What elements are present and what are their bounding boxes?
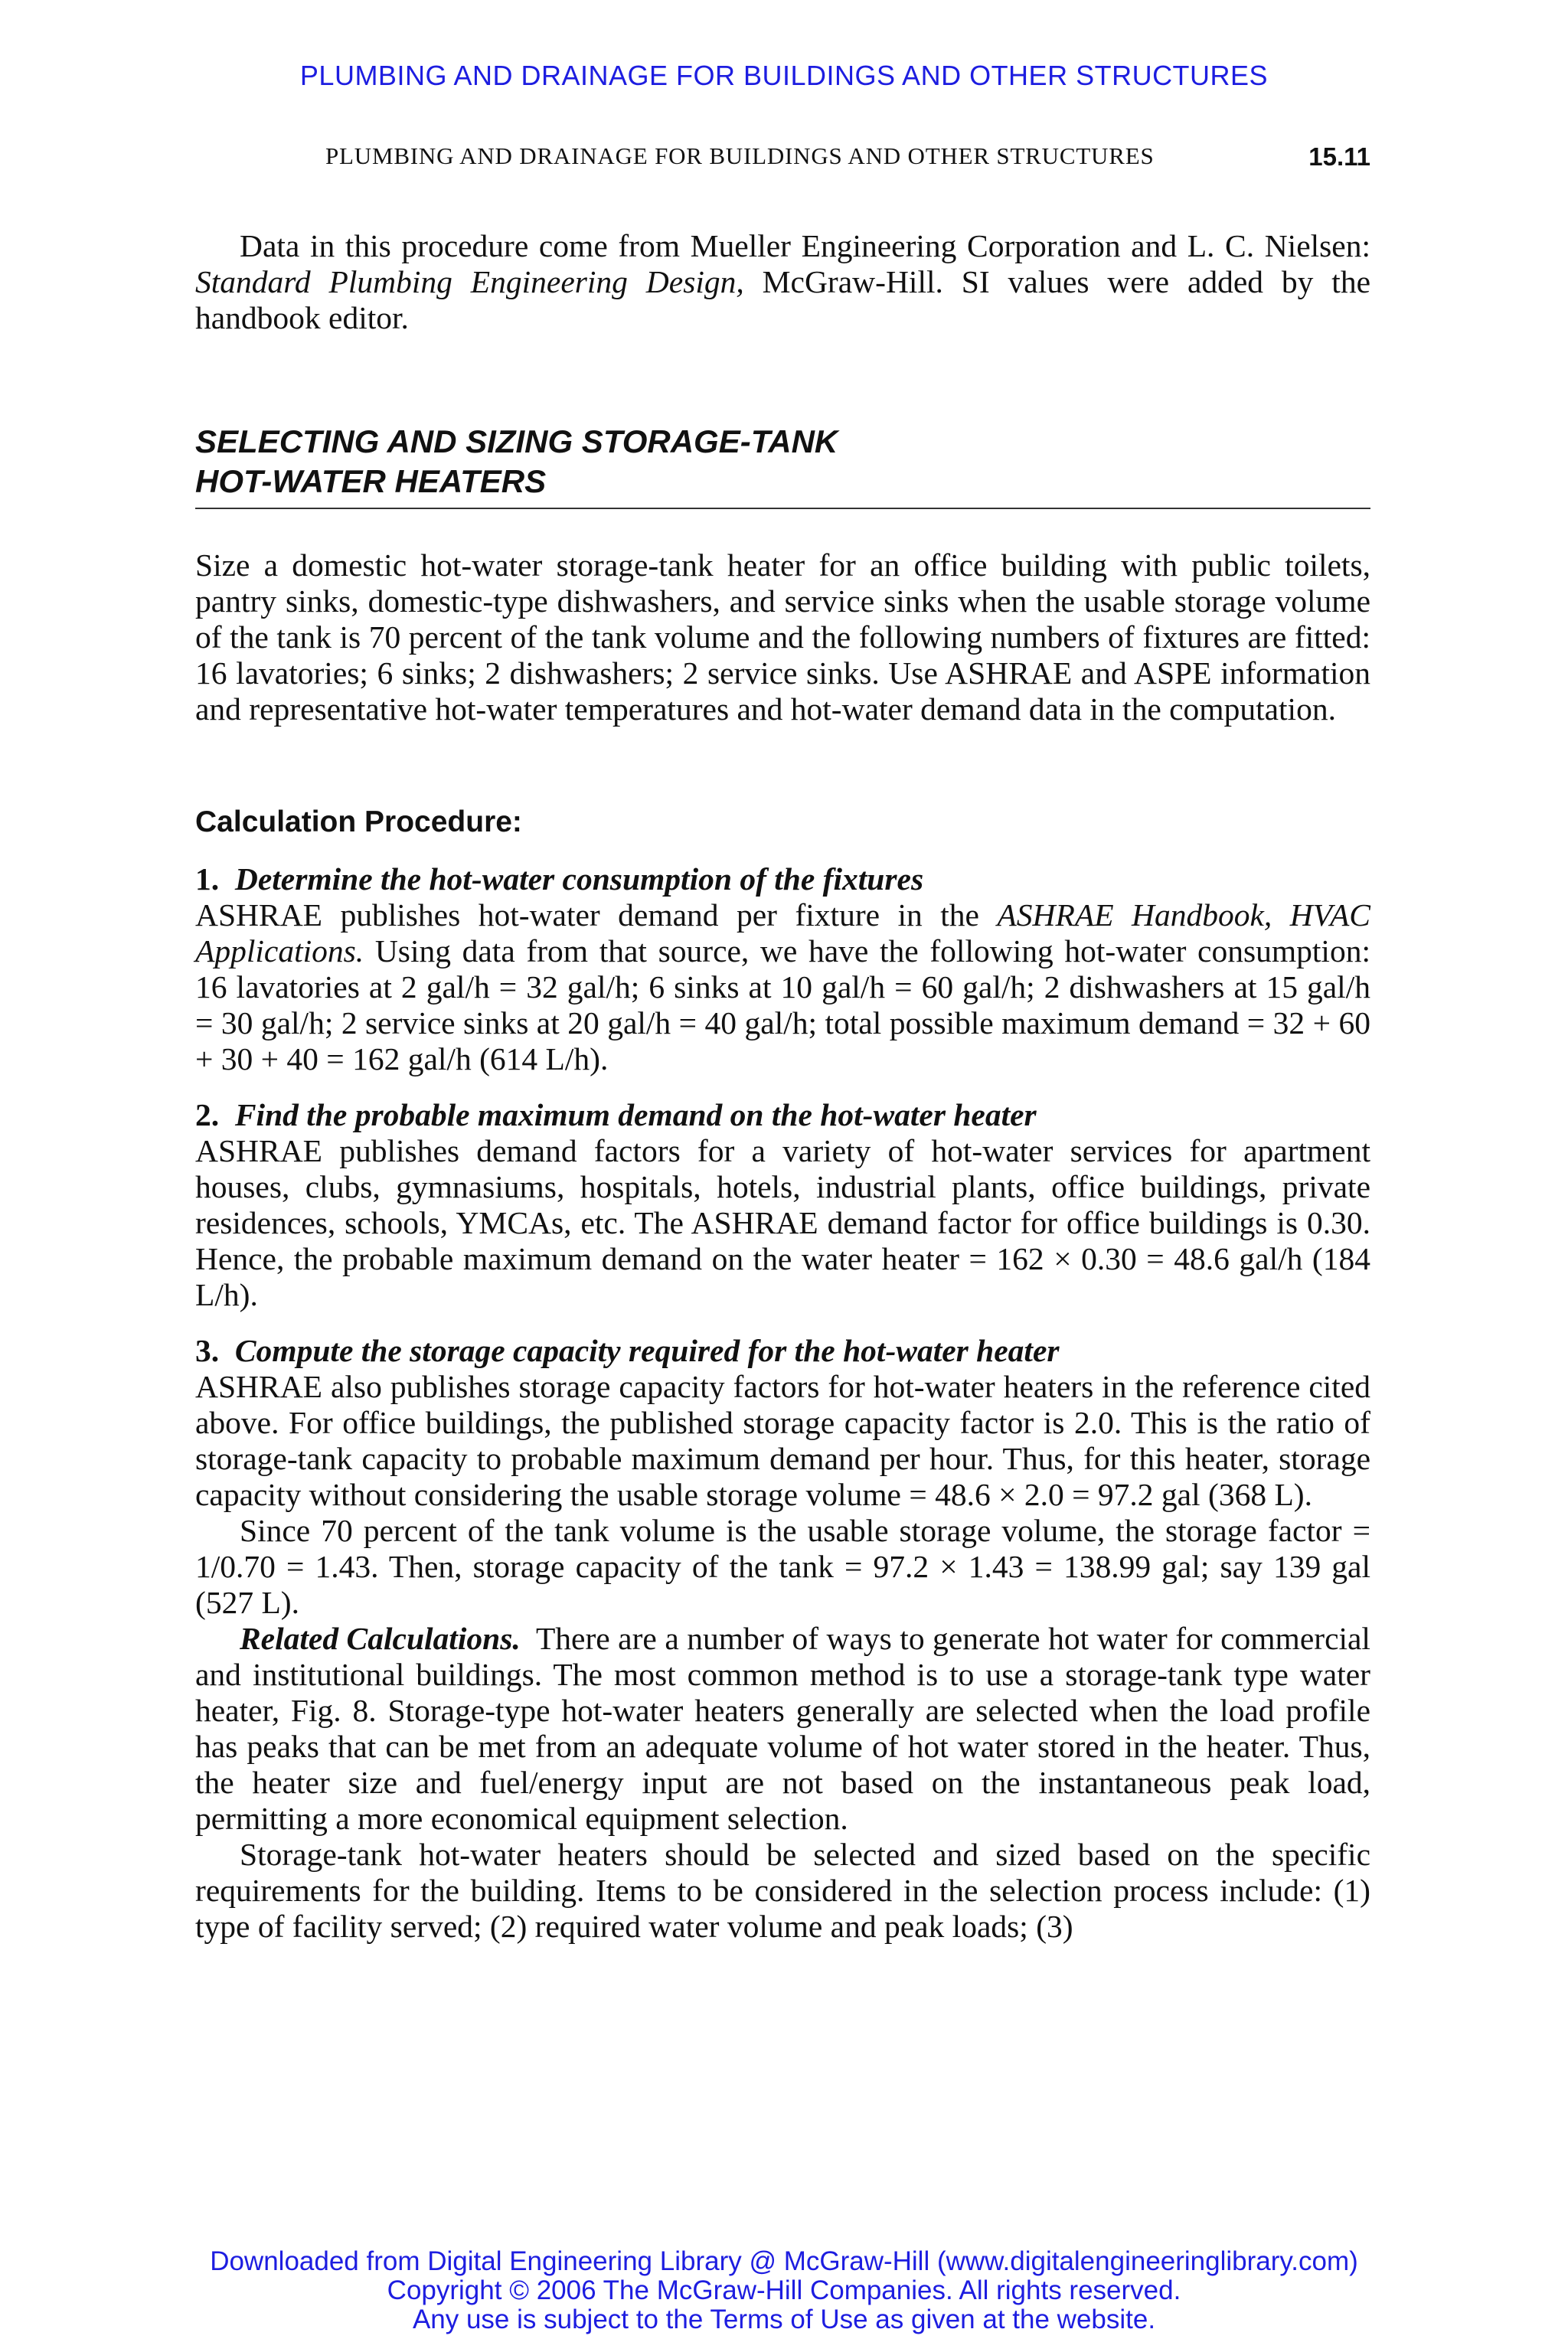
step-3-title: Compute the storage capacity required for the hot-water heater — [234, 1333, 1060, 1368]
step-1-body-b: Using data from that source, we have the following hot-water consumption: 16 lavatories at 2 gal/h = 32 gal/h; 6 sinks at 10 gal/h = 60 gal/h; 2 dishwashers at 15 gal/h = 30 gal/h; 2 service sinks at 20 gal/h = 40 gal/h; total possible maximum demand = 32 + 60 + 30 + 40 = 162 gal/h (614 L/h). — [195, 933, 1370, 1076]
footer-terms-of-use: Any use is subject to the Terms of Use as given at the website. — [412, 2305, 1156, 2334]
running-head-title: PLUMBING AND DRAINAGE FOR BUILDINGS AND OTHER STRUCTURES — [325, 142, 1155, 169]
step-1-title: Determine the hot-water consumption of the fixtures — [234, 861, 924, 897]
page-number: 15.11 — [1308, 142, 1370, 171]
step-2-body: ASHRAE publishes demand factors for a variety of hot-water services for apartment houses, clubs, gymnasiums, hospitals, hotels, industrial plants, office buildings, private residences, schools, YMCAs, etc. The ASHRAE demand factor for office buildings is 0.30. Hence, the probable maximum demand on the water heater = 162 × 0.30 = 48.6 gal/h (184 L/h). — [195, 1133, 1370, 1312]
step-1-book-title: ASHRAE Handbook, HVAC Applications. — [195, 897, 1370, 969]
step-1-heading — [195, 861, 1370, 897]
step-1-body — [195, 897, 1370, 1077]
footer-download-link[interactable]: Downloaded from Digital Engineering Library @ McGraw-Hill (www.digitalengineeringlibrary.com) — [210, 2246, 1358, 2276]
download-footer — [0, 2247, 1568, 2334]
related-calculations-label: Related Calculations. — [240, 1621, 521, 1656]
section-title — [195, 422, 1370, 509]
section-title-line-2: HOT-WATER HEATERS — [195, 463, 547, 499]
step-2-number: 2. — [195, 1097, 220, 1132]
step-3-body-continued: Since 70 percent of the tank volume is the usable storage volume, the storage factor = 1/0.70 = 1.43. Then, storage capacity of the tank = 97.2 × 1.43 = 138.99 gal; say 139 gal (527 L). — [195, 1513, 1370, 1620]
calculation-heading: Calculation Procedure: — [195, 805, 522, 838]
related-calculations-text: There are a number of ways to generate hot water for commercial and institutional buildings. The most common method is to use a storage-tank type water heater, Fig. 8. Storage-type hot-water heaters generally are selected when the load profile has peaks that can be met from an adequate volume of hot water stored in the heater. Thus, the heater size and fuel/energy input are not based on the instantaneous peak load, permitting a more economical equipment selection. — [195, 1621, 1370, 1836]
footer-copyright: Copyright © 2006 The McGraw-Hill Companies. All rights reserved. — [387, 2275, 1181, 2305]
intro-paragraph — [195, 228, 1370, 336]
step-2-title: Find the probable maximum demand on the hot-water heater — [234, 1097, 1037, 1132]
step-1-number: 1. — [195, 861, 220, 897]
step-1-body-a: ASHRAE publishes hot-water demand per fixture in the — [195, 897, 998, 933]
step-3-heading — [195, 1333, 1370, 1369]
page-content — [195, 228, 1370, 1945]
running-head — [195, 142, 1370, 176]
intro-text-a: Data in this procedure come from Mueller Engineering Corporation and L. C. Nielsen: — [240, 228, 1370, 263]
step-3-body: ASHRAE also publishes storage capacity factors for hot-water heaters in the reference cited above. For office buildings, the published storage capacity factor is 2.0. This is the ratio of storage-tank capacity to probable maximum demand per hour. Thus, for this heater, storage capacity without considering the usable storage volume = 48.6 × 2.0 = 97.2 gal (368 L). — [195, 1369, 1370, 1512]
section-title-line-1: SELECTING AND SIZING STORAGE-TANK — [195, 423, 838, 459]
step-2-heading — [195, 1097, 1370, 1133]
problem-statement: Size a domestic hot-water storage-tank heater for an office building with public toilets, pantry sinks, domestic-type dishwashers, and service sinks when the usable storage volume of the tank is 70 percent of the tank volume and the following numbers of fixtures are fitted: 16 lavatories; 6 sinks; 2 dishwashers; 2 service sinks. Use ASHRAE and ASPE information and representative hot-water temperatures and hot-water demand data in the computation. — [195, 547, 1370, 727]
source-banner: PLUMBING AND DRAINAGE FOR BUILDINGS AND OTHER STRUCTURES — [299, 60, 1269, 91]
step-3-number: 3. — [195, 1333, 220, 1368]
intro-book-title: Standard Plumbing Engineering Design, — [195, 264, 744, 299]
related-calculations-paragraph — [195, 1621, 1370, 1837]
related-calculations-paragraph-2: Storage-tank hot-water heaters should be selected and sized based on the specific requirements for the building. Items to be considered in the selection process include: (1) type of facility served; (2) required water volume and peak loads; (3) — [195, 1837, 1370, 1944]
intro-text-b: McGraw-Hill. SI values were added by the handbook editor. — [195, 264, 1370, 335]
